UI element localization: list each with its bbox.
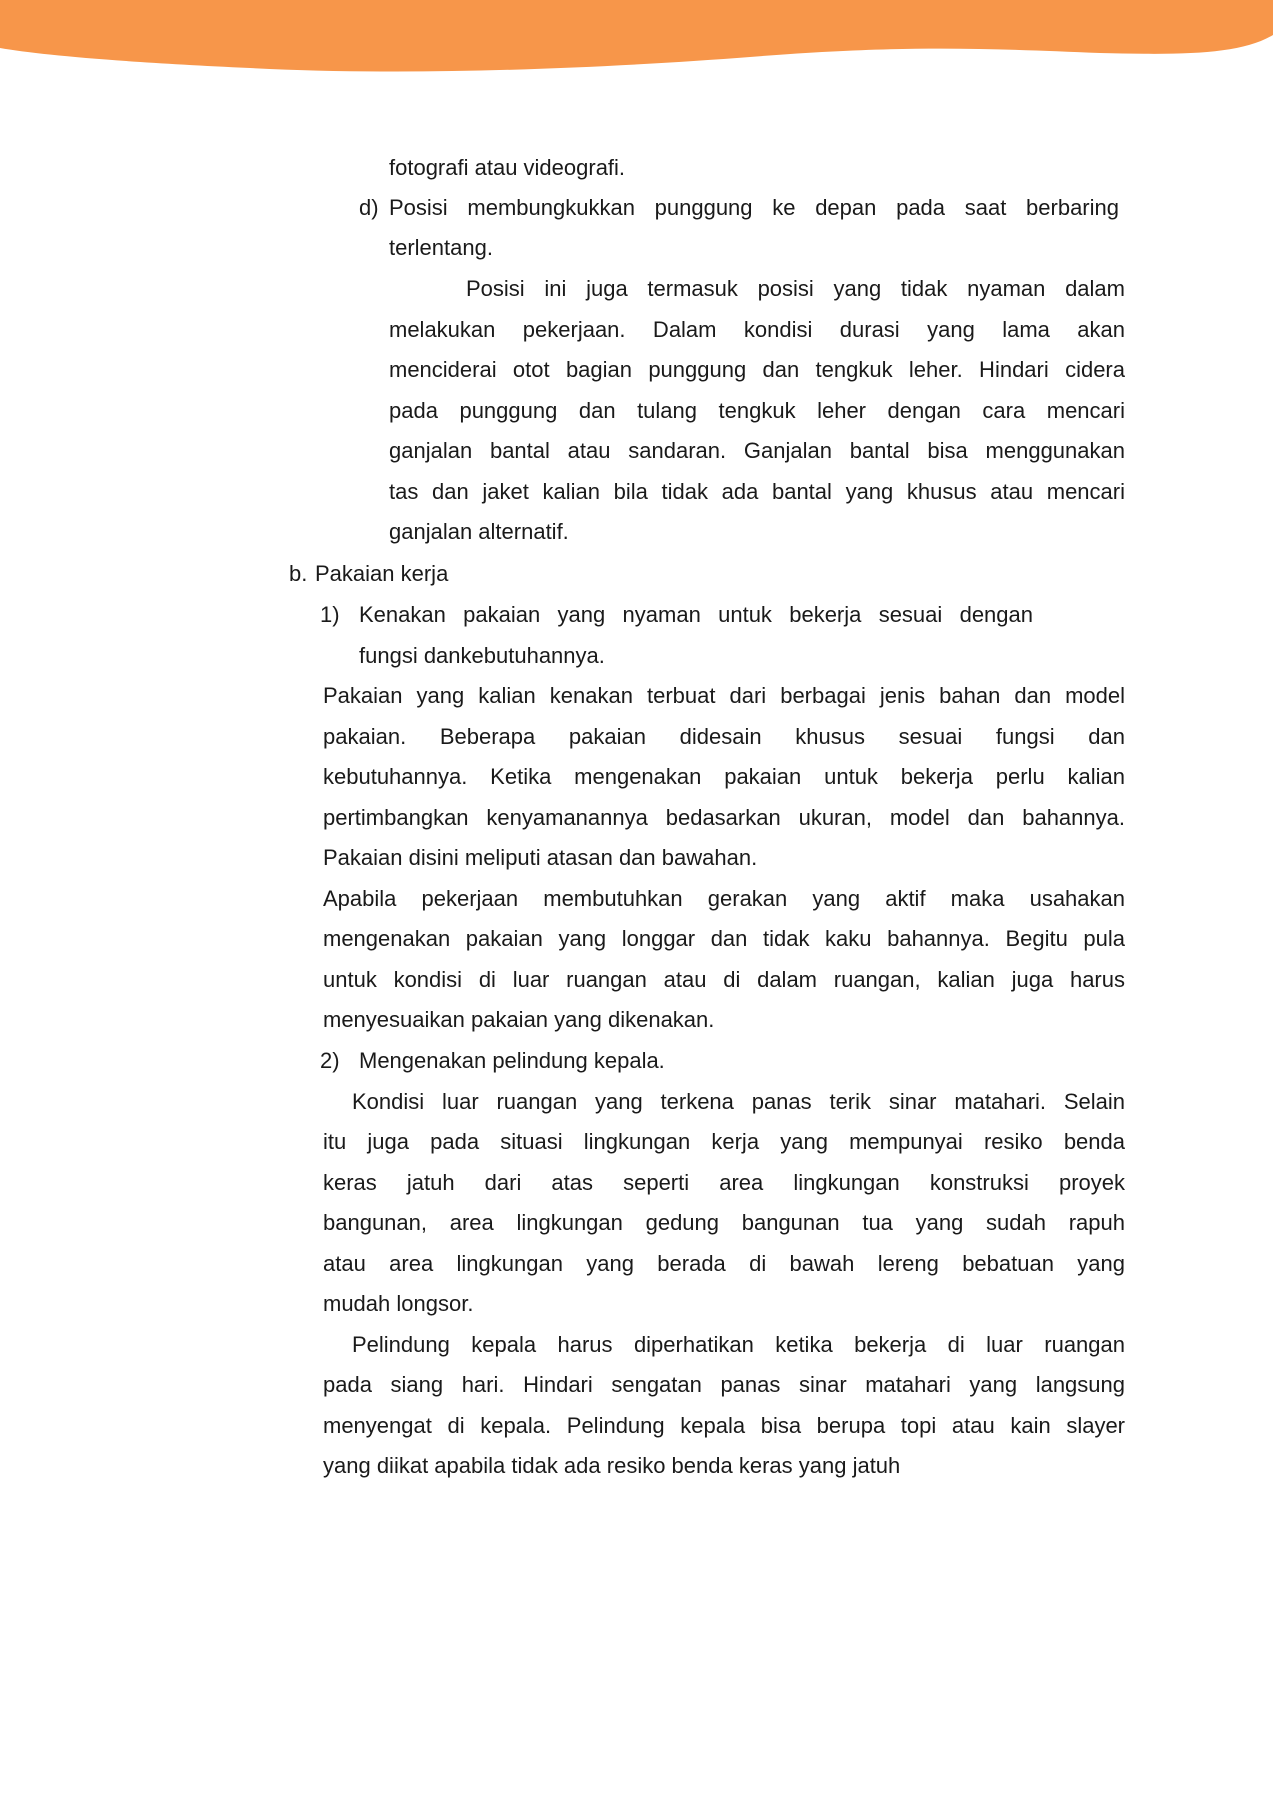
header-wave-shape [0,0,1273,72]
item-1-para2-line: untuk kondisi di luar ruangan atau di dalam ruangan, kalian juga harus [323,967,1125,992]
item-1-para2-line: mengenakan pakaian yang longgar dan tidak kaku bahannya. Begitu pula [323,926,1125,951]
item-d-line-2: terlentang. [389,235,493,260]
item-2-para2-line: menyengat di kepala. Pelindung kepala bisa berupa topi atau kain slayer [323,1413,1125,1438]
item-d-line-1: Posisi membungkukkan punggung ke depan pada saat berbaring [389,195,1119,220]
item-d-para-line: tas dan jaket kalian bila tidak ada bantal yang khusus atau mencari [389,479,1125,504]
item-d-marker: d) [359,195,379,220]
item-2-para2-line: yang diikat apabila tidak ada resiko benda keras yang jatuh [323,1453,901,1478]
item-d-para-line: Posisi ini juga termasuk posisi yang tidak nyaman dalam [466,276,1125,301]
item-d-para-line: menciderai otot bagian punggung dan tengkuk leher. Hindari cidera [389,357,1125,382]
item-1-para1-line: Pakaian yang kalian kenakan terbuat dari berbagai jenis bahan dan model [323,683,1125,708]
item-d-para-line: melakukan pekerjaan. Dalam kondisi durasi yang lama akan [389,317,1125,342]
item-d-para-line: pada punggung dan tulang tengkuk leher dengan cara mencari [389,398,1125,423]
item-2-title: Mengenakan pelindung kepala. [359,1048,665,1073]
section-b-marker: b. [289,561,308,586]
item-1-para2-line: menyesuaikan pakaian yang dikenakan. [323,1007,715,1032]
item-2-para1-line: bangunan, area lingkungan gedung bangunan tua yang sudah rapuh [323,1210,1125,1235]
item-1-para1-line: Pakaian disini meliputi atasan dan bawahan. [323,845,758,870]
item-2-para1-line: Kondisi luar ruangan yang terkena panas terik sinar matahari. Selain [352,1089,1125,1114]
item-2-para2-line: pada siang hari. Hindari sengatan panas sinar matahari yang langsung [323,1372,1125,1397]
item-2-para1-line: itu juga pada situasi lingkungan kerja yang mempunyai resiko benda [323,1129,1125,1154]
item-2-para1-line: keras jatuh dari atas seperti area lingkungan konstruksi proyek [323,1170,1125,1195]
item-1-para1-line: pertimbangkan kenyamanannya bedasarkan ukuran, model dan bahannya. [323,805,1125,830]
item-2-para1-line: mudah longsor. [323,1291,474,1316]
item-d-para-line: ganjalan alternatif. [389,519,569,544]
item-2-para2-line: Pelindung kepala harus diperhatikan ketika bekerja di luar ruangan [352,1332,1125,1357]
item-2-para1-line: atau area lingkungan yang berada di bawah lereng bebatuan yang [323,1251,1125,1276]
header-wave-decoration [0,0,1273,80]
item-2-marker: 2) [320,1048,340,1073]
item-1-para1-line: kebutuhannya. Ketika mengenakan pakaian untuk bekerja perlu kalian [323,764,1125,789]
item-1-para1-line: pakaian. Beberapa pakaian didesain khusus sesuai fungsi dan [323,724,1125,749]
item-d-para-line: ganjalan bantal atau sandaran. Ganjalan bantal bisa menggunakan [389,438,1125,463]
item-1-line-1: Kenakan pakaian yang nyaman untuk bekerja sesuai dengan [359,602,1033,627]
item-1-line-2: fungsi dankebutuhannya. [359,643,605,668]
section-b-title: Pakaian kerja [315,561,449,586]
item-1-marker: 1) [320,602,340,627]
item-c-tail: fotografi atau videografi. [389,155,626,180]
item-1-para2-line: Apabila pekerjaan membutuhkan gerakan yang aktif maka usahakan [323,886,1125,911]
